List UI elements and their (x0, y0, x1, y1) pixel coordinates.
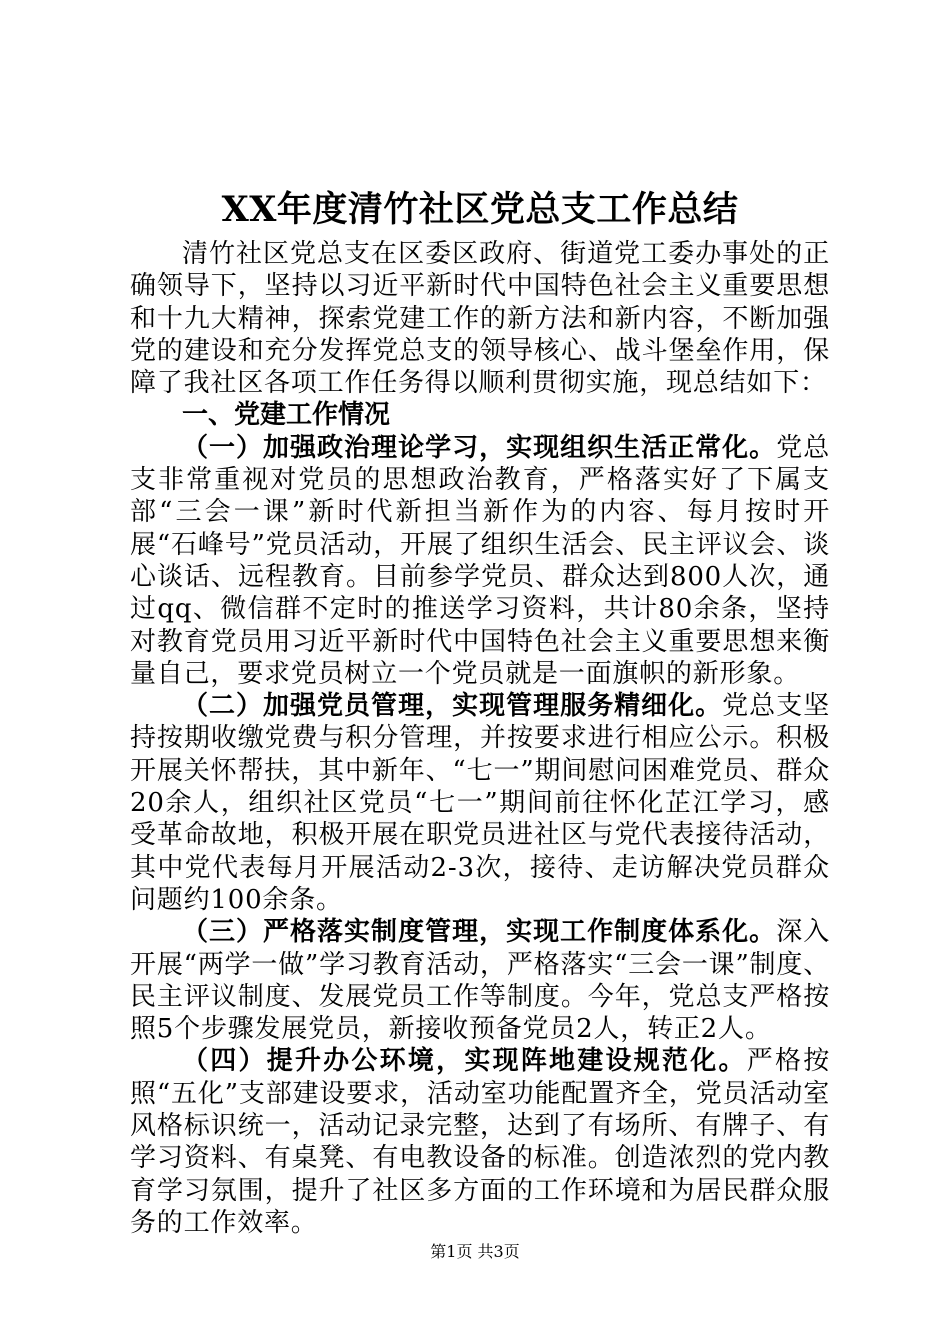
item-title-2: （二）加强党员管理，实现管理服务精细化。 (182, 691, 723, 722)
item-paragraph-2 (130, 690, 830, 916)
intro-paragraph: 清竹社区党总支在区委区政府、街道党工委办事处的正确领导下，坚持以习近平新时代中国特色社会主义重要思想和十九大精神，探索党建工作的新方法和新内容，不断加强党的建设和充分发挥党总支的领导核心、战斗堡垒作用，保障了我社区各项工作任务得以顺利贯彻实施，现总结如下： (130, 239, 830, 399)
item-body-4: 严格按照“五化”支部建设要求，活动室功能配置齐全，党员活动室风格标识统一，活动记录完整，达到了有场所、有牌子、有学习资料、有桌凳、有电教设备的标准。创造浓烈的党内教育学习氛围，提升了社区多方面的工作环境和为居民群众服务的工作效率。 (130, 1046, 830, 1238)
item-title-4: （四）提升办公环境，实现阵地建设规范化。 (182, 1046, 747, 1077)
item-paragraph-3 (130, 916, 830, 1045)
section-heading: 一、党建工作情况 (182, 400, 391, 431)
item-body-1: 党总支非常重视对党员的思想政治教育，严格落实好了下属支部“三会一课”新时代新担当新作为的内容、每月按时开展“石峰号”党员活动，开展了组织生活会、民主评议会、谈心谈话、远程教育。目前参学党员、群众达到800人次，通过qq、微信群不定时的推送学习资料，共计80余条，坚持对教育党员用习近平新时代中国特色社会主义重要思想来衡量自己，要求党员树立一个党员就是一面旗帜的新形象。 (130, 432, 830, 689)
item-title-3: （三）严格落实制度管理，实现工作制度体系化。 (182, 917, 777, 948)
document-title: XX年度清竹社区党总支工作总结 (221, 189, 739, 230)
item-paragraph-1 (130, 432, 830, 690)
document-page (130, 182, 830, 1239)
page-footer: 第1页 共3页 (430, 1242, 520, 1261)
item-paragraph-4 (130, 1045, 830, 1239)
item-body-3: 深入开展“两学一做”学习教育活动，严格落实“三会一课”制度、民主评议制度、发展党员工作等制度。今年，党总支严格按照5个步骤发展党员，新接收预备党员2人，转正2人。 (130, 917, 830, 1045)
item-title-1: （一）加强政治理论学习，实现组织生活正常化。 (182, 432, 777, 463)
item-body-2: 党总支坚持按期收缴党费与积分管理，并按要求进行相应公示。积极开展关怀帮扶，其中新年、“七一”期间慰问困难党员、群众20余人，组织社区党员“七一”期间前往怀化芷江学习，感受革命故地，积极开展在职党员进社区与党代表接待活动，其中党代表每月开展活动2-3次，接待、走访解决党员群众问题约100余条。 (130, 691, 830, 915)
